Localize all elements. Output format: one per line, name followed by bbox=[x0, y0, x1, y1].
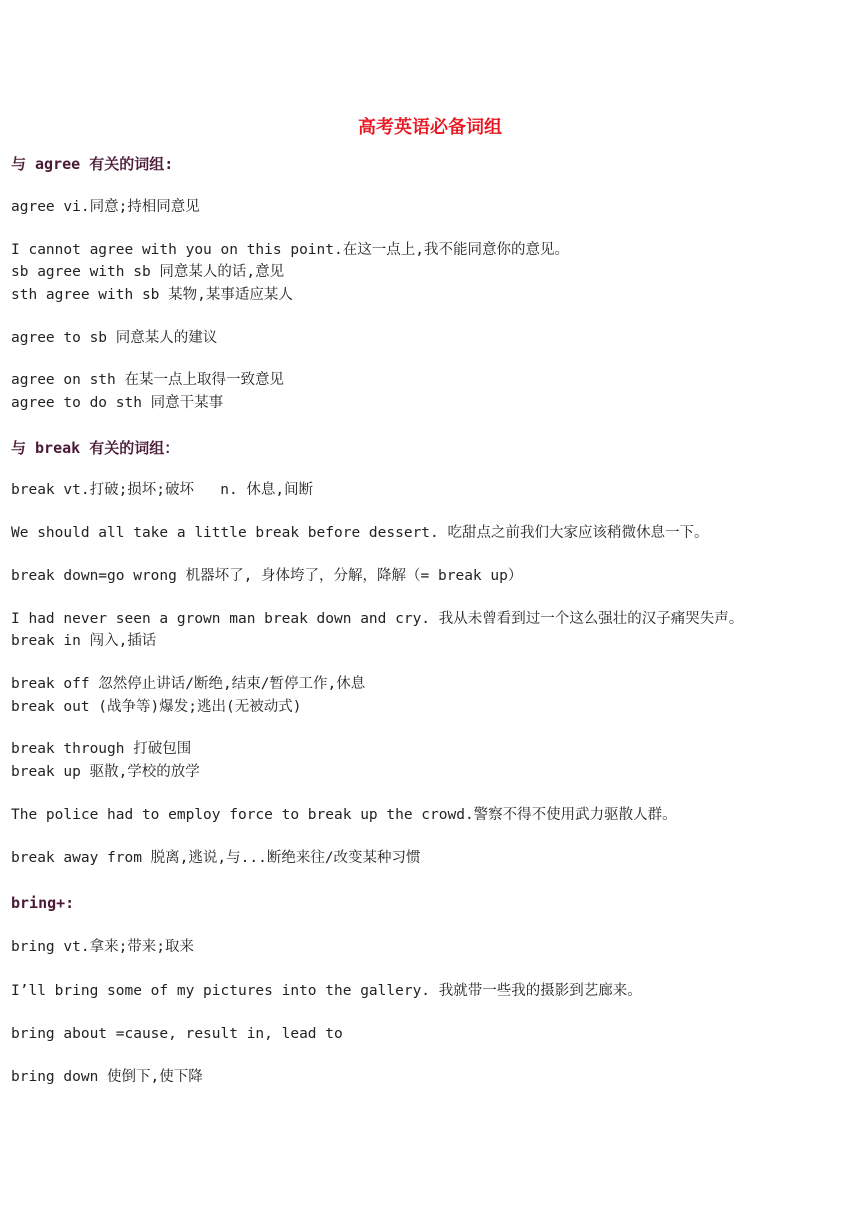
section-heading-agree: 与 agree 有关的词组: bbox=[11, 155, 174, 173]
text-line: agree vi.同意;持相同意见 bbox=[11, 199, 200, 215]
text-line: I’ll bring some of my pictures into the gallery. 我就带一些我的摄影到艺廊来。 bbox=[11, 983, 642, 999]
text-line: bring down 使倒下,使下降 bbox=[11, 1069, 203, 1085]
text-line: agree on sth 在某一点上取得一致意见 bbox=[11, 372, 284, 388]
text-line: bring about =cause, result in, lead to bbox=[11, 1026, 343, 1042]
text-line: agree to sb 同意某人的建议 bbox=[11, 330, 218, 346]
text-line: break down=go wrong 机器坏了, 身体垮了，分解，降解（= break up） bbox=[11, 568, 523, 584]
text-line: I cannot agree with you on this point.在这一点上,我不能同意你的意见。 bbox=[11, 242, 569, 258]
section-heading-break: 与 break 有关的词组： bbox=[11, 439, 180, 457]
text-line: agree to do sth 同意干某事 bbox=[11, 395, 224, 411]
text-line: break up 驱散,学校的放学 bbox=[11, 764, 200, 780]
text-line: break vt.打破;损坏;破坏 n. 休息,间断 bbox=[11, 482, 314, 498]
text-line: break in 闯入,插话 bbox=[11, 633, 157, 649]
text-line: break away from 脱离,逃说,与...断绝来往/改变某种习惯 bbox=[11, 850, 421, 866]
text-line: The police had to employ force to break up the crowd.警察不得不使用武力驱散人群。 bbox=[11, 807, 677, 823]
page-title: 高考英语必备词组 bbox=[358, 117, 502, 138]
text-line: break out (战争等)爆发;逃出(无被动式) bbox=[11, 699, 302, 715]
text-line: sb agree with sb 同意某人的话,意见 bbox=[11, 264, 285, 280]
section-heading-bring: bring+: bbox=[11, 894, 75, 912]
text-line: I had never seen a grown man break down and cry. 我从未曾看到过一个这么强壮的汉子痛哭失声。 bbox=[11, 611, 744, 627]
text-line: break through 打破包围 bbox=[11, 741, 192, 757]
text-line: sth agree with sb 某物,某事适应某人 bbox=[11, 287, 293, 303]
text-line: break off 忽然停止讲话/断绝,结束/暂停工作,休息 bbox=[11, 676, 366, 692]
text-line: bring vt.拿来;带来;取来 bbox=[11, 939, 195, 955]
text-line: We should all take a little break before dessert. 吃甜点之前我们大家应该稍微休息一下。 bbox=[11, 525, 709, 541]
